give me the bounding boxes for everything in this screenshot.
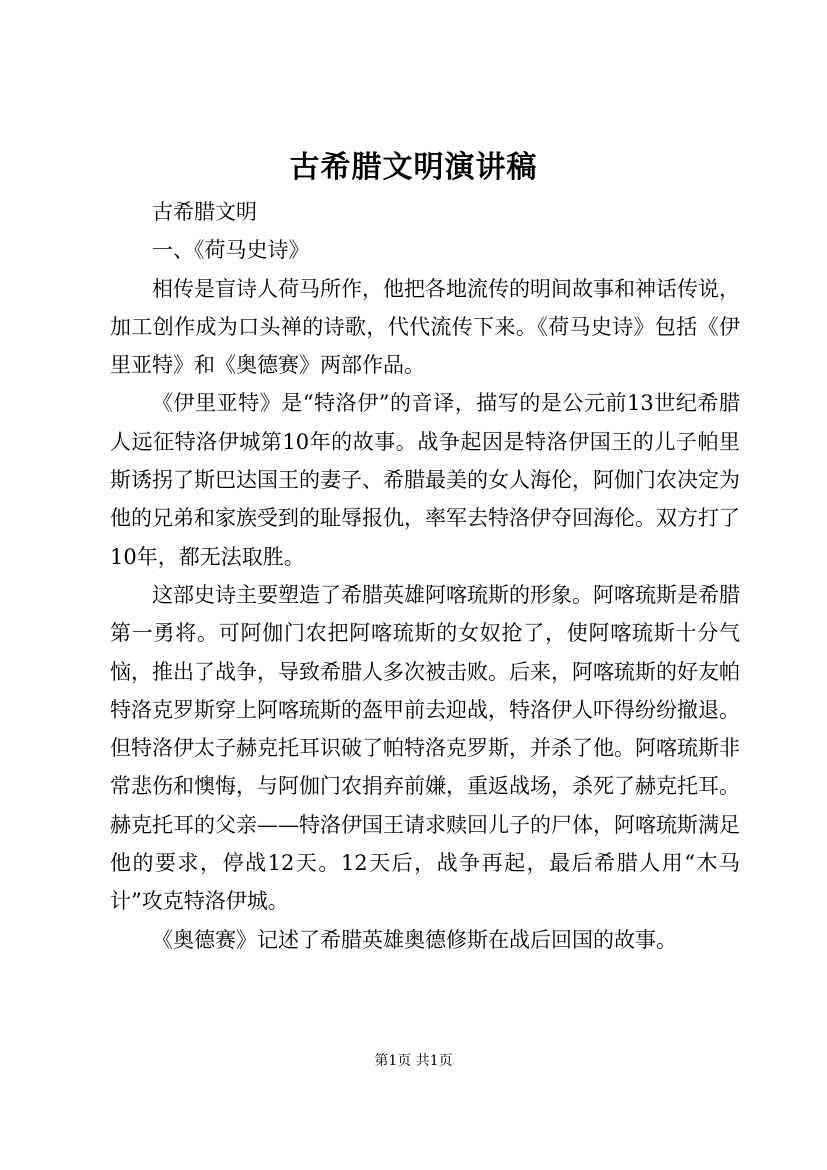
paragraph: 相传是盲诗人荷马所作，他把各地流传的明间故事和神话传说，加工创作成为口头禅的诗歌，代代流传下来。《荷马史诗》包括《伊里亚特》和《奥德赛》两部作品。 xyxy=(110,276,740,378)
document-title: 古希腊文明演讲稿 xyxy=(289,150,538,185)
page-footer: 第1页 共1页 xyxy=(374,1053,453,1069)
paragraph: 《伊里亚特》是“特洛伊”的音译，描写的是公元前13世纪希腊人远征特洛伊城第10年的故事。战争起因是特洛伊国王的儿子帕里斯诱拐了斯巴达国王的妻子、希腊最美的女人海伦，阿伽门农决定为他的兄弟和家族受到的耻辱报仇，率军去特洛伊夺回海伦。双方打了10年，都无法取胜。 xyxy=(110,391,740,569)
paragraph: 《奥德赛》记述了希腊英雄奥德修斯在战后回国的故事。 xyxy=(152,927,677,952)
paragraph: 这部史诗主要塑造了希腊英雄阿喀琉斯的形象。阿喀琉斯是希腊第一勇将。可阿伽门农把阿喀琉斯的女奴抢了，使阿喀琉斯十分气恼，推出了战争，导致希腊人多次被击败。后来，阿喀琉斯的好友帕特洛克罗斯穿上阿喀琉斯的盔甲前去迎战，特洛伊人吓得纷纷撤退。但特洛伊太子赫克托耳识破了帕特洛克罗斯，并杀了他。阿喀琉斯非常悲伤和懊悔，与阿伽门农捐弃前嫌，重返战场，杀死了赫克托耳。赫克托耳的父亲——特洛伊国王请求赎回儿子的尸体，阿喀琉斯满足他的要求，停战12天。12天后，战争再起，最后希腊人用“木马计”攻克特洛伊城。 xyxy=(110,582,740,914)
paragraph-section-title: 一、《荷马史诗》 xyxy=(152,238,310,263)
document-body xyxy=(110,193,740,959)
paragraph-heading: 古希腊文明 xyxy=(152,200,257,224)
